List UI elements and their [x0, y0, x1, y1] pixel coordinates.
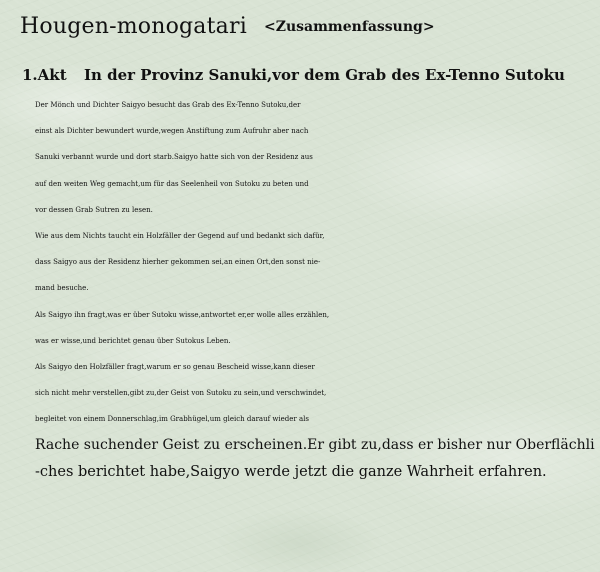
text-line: Der Mönch und Dichter Saigyo besucht das Grab des Ex-Tenno Sutoku,der: [35, 101, 301, 109]
text-line: einst als Dichter bewundert wurde,wegen Anstiftung zum Aufruhr aber nach: [35, 127, 309, 136]
text-line: Wie aus dem Nichts taucht ein Holzfäller der Gegend auf und bedankt sich dafür,: [35, 231, 325, 240]
text-line: vor dessen Grab Sutren zu lesen.: [35, 205, 153, 214]
text-line: -ches berichtet habe,Saigyo werde jetzt die ganze Wahrheit erfahren.: [35, 463, 547, 480]
text-line: was er wisse,und berichtet genau über Sutokus Leben.: [35, 336, 231, 345]
text-line: Als Saigyo den Holzfäller fragt,warum er so genau Bescheid wisse,kann dieser: [35, 362, 315, 371]
text-line: mand besuche.: [35, 284, 89, 293]
act-number: 1.Akt: [22, 66, 67, 84]
text-line: begleitet von einem Donnerschlag,im Grabhügel,um gleich darauf wieder als: [35, 415, 309, 424]
summary-text: [35, 92, 595, 485]
text-line: Als Saigyo ihn fragt,was er über Sutoku wisse,antwortet er,er wolle alles erzählen,: [35, 310, 330, 319]
title-row: [20, 14, 435, 39]
page-title: Hougen-monogatari: [20, 14, 247, 39]
text-line: Sanuki verbannt wurde und dort starb.Saigyo hatte sich von der Residenz aus: [35, 153, 313, 162]
act-heading: [22, 66, 565, 84]
text-line: sich nicht mehr verstellen,gibt zu,der Geist von Sutoku zu sein,und verschwindet,: [35, 389, 327, 398]
text-line: Rache suchender Geist zu erscheinen.Er gibt zu,dass er bisher nur Oberflächli: [35, 437, 595, 454]
text-line: dass Saigyo aus der Residenz hierher gekommen sei,an einen Ort,den sonst nie-: [35, 258, 321, 267]
act-title: In der Provinz Sanuki,vor dem Grab des Ex-Tenno Sutoku: [84, 66, 565, 84]
text-line: auf den weiten Weg gemacht,um für das Seelenheil von Sutoku zu beten und: [35, 179, 309, 188]
page-subtitle: <Zusammenfassung>: [264, 19, 435, 35]
